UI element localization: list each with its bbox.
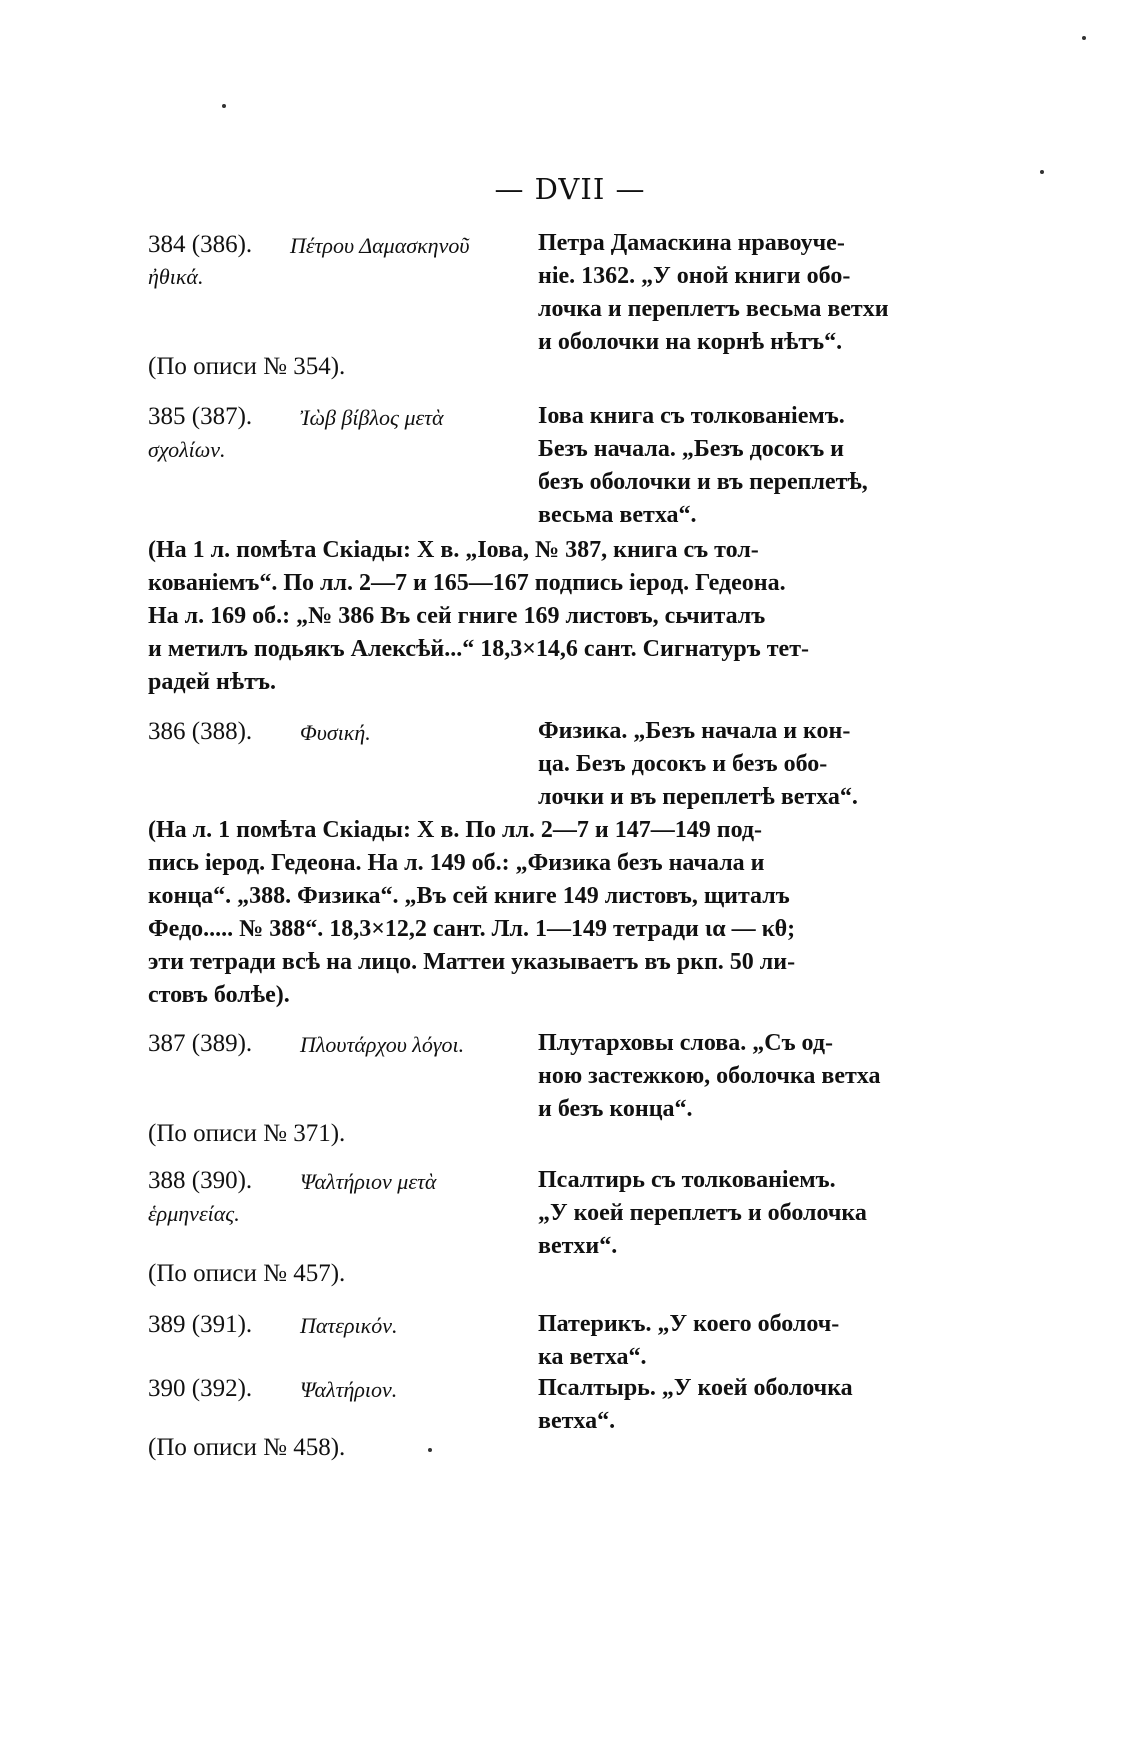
greek-title: Ψαλτήριον μετὰ (300, 1169, 437, 1194)
print-speck (1082, 36, 1086, 40)
greek-title: Ἰὼβ βίβλος μετὰ (300, 405, 444, 430)
text-line: лочка и переплетъ весьма ветхи (538, 296, 889, 322)
text-line: (На л. 1 помѣта Скіады: Х в. По лл. 2—7 и 147—149 под- (148, 817, 763, 843)
text-line: ка ветха“. (538, 1344, 647, 1370)
greek-title: ἠθικά. (148, 264, 204, 289)
text-line: и оболочки на корнѣ нѣтъ“. (538, 329, 843, 355)
text-line: ца. Безъ досокъ и безъ обо- (538, 751, 828, 777)
russian-description (538, 400, 938, 532)
print-speck (222, 104, 226, 108)
text-line: Патерикъ. „У коего оболоч- (538, 1311, 840, 1337)
entry-number: 389 (391). (148, 1311, 253, 1338)
print-speck (428, 1448, 432, 1452)
greek-title: ἑρμηνείας. (148, 1201, 240, 1226)
text-line: ветха“. (538, 1408, 616, 1434)
text-line: Псалтирь съ толкованіемъ. (538, 1167, 836, 1193)
scholarly-note (148, 814, 938, 1012)
text-line: „У коей переплетъ и оболочка (538, 1200, 867, 1226)
entry-number: 388 (390). (148, 1167, 253, 1194)
text-line: Федо..... № 388“. 18,3×12,2 сант. Лл. 1—149 тетради ια — κθ; (148, 916, 796, 942)
entry-number: 386 (388). (148, 718, 253, 745)
page-number: — DVII — (494, 172, 646, 206)
text-line: Плутарховы слова. „Съ од- (538, 1030, 833, 1056)
greek-title: Πλουτάρχου λόγοι. (300, 1032, 465, 1057)
text-line: пись іерод. Гедеона. На л. 149 об.: „Физика безъ начала и (148, 850, 765, 876)
text-line: весьма ветха“. (538, 502, 697, 528)
inventory-reference: (По описи № 354). (148, 353, 346, 380)
russian-description (538, 227, 938, 359)
entry-number: 387 (389). (148, 1030, 253, 1057)
russian-description (538, 1027, 938, 1126)
text-line: стовъ болѣе). (148, 982, 290, 1008)
inventory-reference: (По описи № 371). (148, 1120, 346, 1147)
text-line: и безъ конца“. (538, 1096, 693, 1122)
text-line: кованіемъ“. По лл. 2—7 и 165—167 подпись іерод. Гедеона. (148, 570, 786, 596)
entry-number: 390 (392). (148, 1375, 253, 1402)
text-line: лочки и въ переплетѣ ветха“. (538, 784, 858, 810)
inventory-reference: (По описи № 458). (148, 1434, 346, 1461)
text-line: эти тетради всѣ на лицо. Маттеи указываетъ въ ркп. 50 ли- (148, 949, 796, 975)
text-line: Физика. „Безъ начала и кон- (538, 718, 851, 744)
text-line: ною застежкою, оболочка ветха (538, 1063, 881, 1089)
text-line: Іова книга съ толкованіемъ. (538, 403, 845, 429)
text-line: ветхи“. (538, 1233, 618, 1259)
text-line: (На 1 л. помѣта Скіады: Х в. „Іова, № 387, книга съ тол- (148, 537, 759, 563)
russian-description (538, 1308, 938, 1374)
inventory-reference: (По описи № 457). (148, 1260, 346, 1287)
russian-description (538, 1372, 938, 1438)
text-line: Петра Дамаскина нравоуче- (538, 230, 845, 256)
greek-title: Φυσική. (300, 720, 371, 745)
text-line: ніе. 1362. „У оной книги обо- (538, 263, 851, 289)
text-line: На л. 169 об.: „№ 386 Въ сей гниге 169 листовъ, сьчиталъ (148, 603, 766, 629)
text-line: Безъ начала. „Безъ досокъ и (538, 436, 845, 462)
entry-number: 384 (386). (148, 231, 253, 258)
russian-description (538, 1164, 938, 1263)
text-line: конца“. „388. Физика“. „Въ сей книге 149 листовъ, щиталъ (148, 883, 790, 909)
text-line: безъ оболочки и въ переплетѣ, (538, 469, 868, 495)
print-speck (1040, 170, 1044, 174)
text-line: радей нѣтъ. (148, 669, 276, 695)
entry-number: 385 (387). (148, 403, 253, 430)
text-line: и метилъ подьякъ Алексѣй...“ 18,3×14,6 сант. Сигнатуръ тет- (148, 636, 809, 662)
greek-title: σχολίων. (148, 437, 226, 462)
text-line: Псалтырь. „У коей оболочка (538, 1375, 853, 1401)
scholarly-note (148, 534, 938, 699)
russian-description (538, 715, 938, 814)
greek-title: Πέτρου Δαμασκηνοῦ (290, 233, 470, 258)
greek-title: Ψαλτήριον. (300, 1377, 398, 1402)
greek-title: Πατερικόν. (300, 1313, 398, 1338)
